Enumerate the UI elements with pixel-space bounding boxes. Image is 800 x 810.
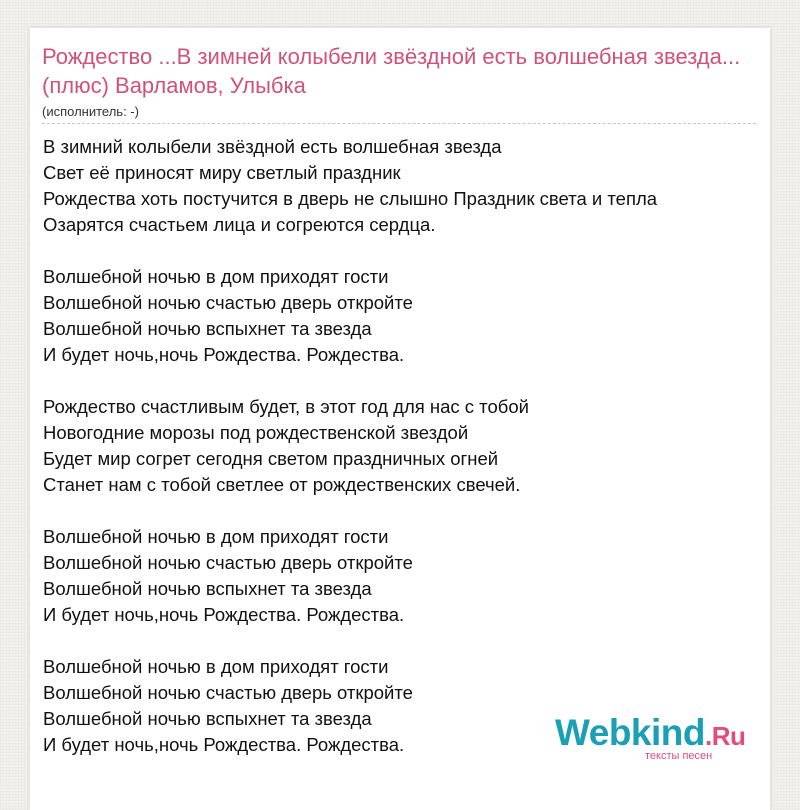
lyric-line: Рождества хоть постучится в дверь не слышно Праздник света и тепла: [43, 188, 658, 209]
logo-tld: .Ru: [705, 721, 746, 751]
lyric-line: Станет нам с тобой светлее от рождественских свечей.: [43, 474, 521, 495]
lyric-line: Озарятся счастьем лица и согреются сердца.: [43, 214, 436, 235]
lyric-line: В зимний колыбели звёздной есть волшебная звезда: [43, 136, 502, 157]
lyric-line: Новогодние морозы под рождественской звездой: [43, 422, 469, 443]
page-title: Рождество ...В зимней колыбели звёздной есть волшебная звезда... (плюс) Варламов, Улыбка: [42, 44, 741, 98]
lyric-line: Волшебной ночью счастью дверь откройте: [43, 552, 413, 573]
stanza: [43, 134, 763, 238]
webkind-logo[interactable]: [555, 712, 755, 772]
lyric-line: И будет ночь,ночь Рождества. Рождества.: [43, 344, 405, 365]
logo-name: Webkind: [555, 712, 705, 753]
lyric-line: Будет мир согрет сегодня светом праздничных огней: [43, 448, 499, 469]
divider: [42, 123, 756, 124]
stanza: [43, 264, 763, 368]
lyric-line: Волшебной ночью в дом приходят гости: [43, 266, 389, 287]
lyric-line: Волшебной ночью счастью дверь откройте: [43, 682, 413, 703]
lyrics-body: [43, 134, 763, 784]
lyrics-page: [30, 28, 770, 810]
lyric-line: Рождество счастливым будет, в этот год для нас с тобой: [43, 396, 529, 417]
logo-tagline: тексты песен: [645, 750, 713, 762]
performer-label: (исполнитель: -): [42, 104, 139, 119]
lyric-line: И будет ночь,ночь Рождества. Рождества.: [43, 734, 405, 755]
lyric-line: Волшебной ночью вспыхнет та звезда: [43, 578, 372, 599]
lyric-line: Волшебной ночью вспыхнет та звезда: [43, 708, 372, 729]
lyric-line: И будет ночь,ночь Рождества. Рождества.: [43, 604, 405, 625]
lyric-line: Свет её приносят миру светлый праздник: [43, 162, 401, 183]
stanza: [43, 524, 763, 628]
lyric-line: Волшебной ночью в дом приходят гости: [43, 526, 389, 547]
lyric-line: Волшебной ночью в дом приходят гости: [43, 656, 389, 677]
stanza: [43, 394, 763, 498]
lyric-line: Волшебной ночью счастью дверь откройте: [43, 292, 413, 313]
lyric-line: Волшебной ночью вспыхнет та звезда: [43, 318, 372, 339]
